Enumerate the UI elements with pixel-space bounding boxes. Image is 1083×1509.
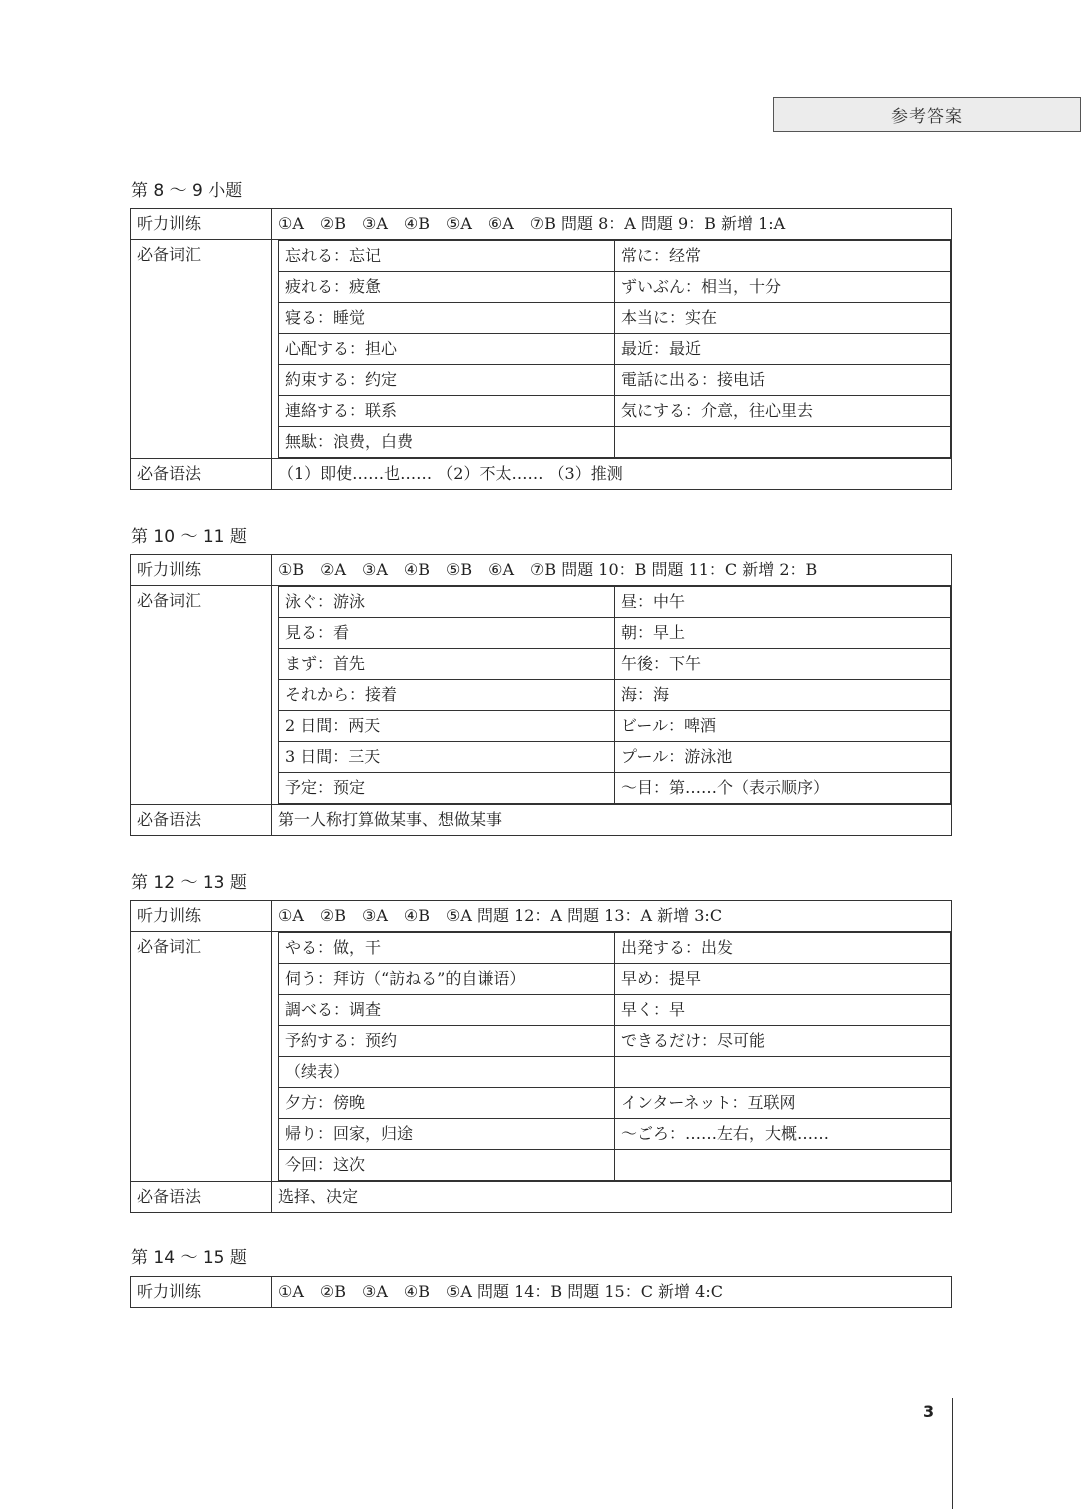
vocab-term-right: 海：海 <box>615 680 951 711</box>
vocab-term-left: 2 日間：两天 <box>279 711 615 742</box>
vocab-term-left: 3 日間：三天 <box>279 742 615 773</box>
row-label: 必备语法 <box>131 1182 272 1213</box>
vocab-row-item <box>279 396 951 427</box>
vocab-term-right <box>615 1150 951 1181</box>
row-label: 必备语法 <box>131 805 272 836</box>
page-edge-rule <box>952 1398 953 1509</box>
vocab-term-left: それから：接着 <box>279 680 615 711</box>
grammar-points: （1）即使……也…… （2）不太…… （3）推测 <box>272 459 952 490</box>
vocab-term-right: ビール：啤酒 <box>615 711 951 742</box>
vocab-term-right <box>615 427 951 458</box>
vocab-row-item <box>279 649 951 680</box>
vocab-term-left: 夕方：傍晚 <box>279 1088 615 1119</box>
vocab-row-item <box>279 742 951 773</box>
row-label: 听力训练 <box>131 209 272 240</box>
listening-answers: ①A ②B ③A ④B ⑤A ⑥A ⑦B 問題 8：A 問題 9：B 新增 1:A <box>272 209 952 240</box>
page-number: 3 <box>923 1402 935 1421</box>
vocab-row-item <box>279 587 951 618</box>
vocab-cell <box>272 932 952 1182</box>
vocab-term-left: 無駄：浪费，白费 <box>279 427 615 458</box>
row-label: 听力训练 <box>131 1277 272 1308</box>
listening-row <box>131 209 952 240</box>
vocab-row-item <box>279 334 951 365</box>
vocab-row-item <box>279 241 951 272</box>
row-label: 听力训练 <box>131 555 272 586</box>
vocab-cell <box>272 586 952 805</box>
vocab-term-left: 寝る：睡觉 <box>279 303 615 334</box>
vocab-term-right: 早め：提早 <box>615 964 951 995</box>
vocab-term-right: 本当に：实在 <box>615 303 951 334</box>
vocab-term-right: できるだけ：尽可能 <box>615 1026 951 1057</box>
row-label: 必备词汇 <box>131 932 272 1182</box>
vocab-list <box>278 586 951 804</box>
vocab-term-left: 連絡する：联系 <box>279 396 615 427</box>
listening-answers: ①B ②A ③A ④B ⑤B ⑥A ⑦B 問題 10：B 問題 11：C 新增 2：B <box>272 555 952 586</box>
vocab-term-left: （续表） <box>279 1057 615 1088</box>
vocab-row-item <box>279 933 951 964</box>
listening-row <box>131 1277 952 1308</box>
vocab-term-right: 出発する：出发 <box>615 933 951 964</box>
listening-row <box>131 555 952 586</box>
vocab-term-right: 気にする：介意，往心里去 <box>615 396 951 427</box>
answer-table <box>130 1276 952 1308</box>
vocab-term-right: 午後：下午 <box>615 649 951 680</box>
vocab-term-right: 早く：早 <box>615 995 951 1026</box>
vocab-term-right: 常に：经常 <box>615 241 951 272</box>
vocab-row-item <box>279 964 951 995</box>
vocab-term-left: まず：首先 <box>279 649 615 680</box>
vocab-row-item <box>279 711 951 742</box>
vocab-row-item <box>279 680 951 711</box>
vocab-term-left: 心配する：担心 <box>279 334 615 365</box>
row-label: 必备词汇 <box>131 240 272 459</box>
section-title: 第 14 ～ 15 题 <box>131 1248 247 1268</box>
vocab-term-left: 予約する：预约 <box>279 1026 615 1057</box>
vocab-term-left: 予定：预定 <box>279 773 615 804</box>
header-label: 参考答案 <box>891 107 963 127</box>
row-label: 必备词汇 <box>131 586 272 805</box>
vocab-term-left: 調べる：调查 <box>279 995 615 1026</box>
listening-answers: ①A ②B ③A ④B ⑤A 問題 12：A 問題 13：A 新增 3:C <box>272 901 952 932</box>
vocab-term-right: 電話に出る：接电话 <box>615 365 951 396</box>
row-label: 听力训练 <box>131 901 272 932</box>
vocab-list <box>278 932 951 1181</box>
vocab-term-left: 忘れる：忘记 <box>279 241 615 272</box>
vocab-term-left: 見る：看 <box>279 618 615 649</box>
vocab-term-right: 朝：早上 <box>615 618 951 649</box>
vocab-term-left: 伺う：拜访（“訪ねる”的自谦语） <box>279 964 615 995</box>
vocab-term-right: ～ごろ：……左右，大概…… <box>615 1119 951 1150</box>
vocab-row-item <box>279 1026 951 1057</box>
vocab-row-item <box>279 1119 951 1150</box>
section-title: 第 10 ～ 11 题 <box>131 527 247 547</box>
vocab-term-left: 今回：这次 <box>279 1150 615 1181</box>
vocab-term-left: 疲れる：疲惫 <box>279 272 615 303</box>
grammar-row <box>131 805 952 836</box>
vocab-term-right: 昼：中午 <box>615 587 951 618</box>
vocab-row-item <box>279 303 951 334</box>
vocab-term-right: 最近：最近 <box>615 334 951 365</box>
answer-table <box>130 900 952 1213</box>
vocab-row-item <box>279 1057 951 1088</box>
vocab-term-left: 泳ぐ：游泳 <box>279 587 615 618</box>
answer-table <box>130 208 952 490</box>
vocab-row <box>131 932 952 1182</box>
listening-row <box>131 901 952 932</box>
vocab-row-item <box>279 618 951 649</box>
vocab-term-right: インターネット：互联网 <box>615 1088 951 1119</box>
vocab-row-item <box>279 1088 951 1119</box>
row-label: 必备语法 <box>131 459 272 490</box>
vocab-row-item <box>279 995 951 1026</box>
vocab-list <box>278 240 951 458</box>
vocab-row-item <box>279 773 951 804</box>
vocab-row-item <box>279 1150 951 1181</box>
vocab-row <box>131 240 952 459</box>
section-title: 第 8 ～ 9 小题 <box>131 181 243 201</box>
vocab-term-left: やる：做，干 <box>279 933 615 964</box>
grammar-points: 第一人称打算做某事、想做某事 <box>272 805 952 836</box>
grammar-row <box>131 1182 952 1213</box>
vocab-row-item <box>279 427 951 458</box>
vocab-term-right: ～目：第……个（表示顺序） <box>615 773 951 804</box>
vocab-term-left: 約束する：约定 <box>279 365 615 396</box>
section-header-box <box>773 97 1081 132</box>
vocab-term-left: 帰り：回家，归途 <box>279 1119 615 1150</box>
section-title: 第 12 ～ 13 题 <box>131 873 247 893</box>
listening-answers: ①A ②B ③A ④B ⑤A 問題 14：B 問題 15：C 新增 4:C <box>272 1277 952 1308</box>
vocab-term-right <box>615 1057 951 1088</box>
answer-table <box>130 554 952 836</box>
vocab-cell <box>272 240 952 459</box>
vocab-term-right: ずいぶん：相当，十分 <box>615 272 951 303</box>
grammar-points: 选择、决定 <box>272 1182 952 1213</box>
vocab-term-right: プール：游泳池 <box>615 742 951 773</box>
grammar-row <box>131 459 952 490</box>
vocab-row <box>131 586 952 805</box>
vocab-row-item <box>279 365 951 396</box>
vocab-row-item <box>279 272 951 303</box>
